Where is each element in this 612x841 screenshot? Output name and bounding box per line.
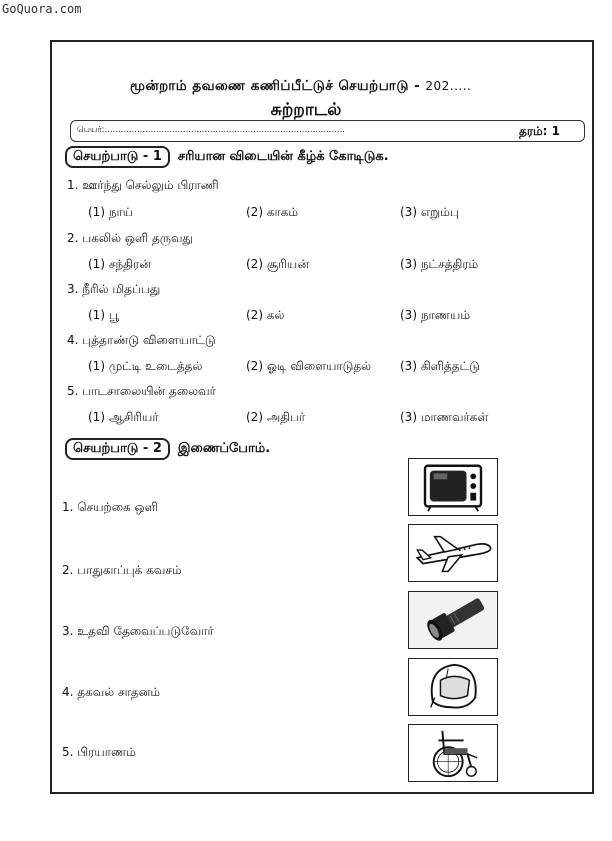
match-item-1[interactable]: 1. செயற்கை ஒளி (62, 500, 158, 514)
q2-option-2[interactable]: (2) சூரியன் (246, 257, 309, 271)
q2-option-1[interactable]: (1) சந்திரன் (88, 257, 151, 271)
q3-option-2[interactable]: (2) கல் (246, 308, 285, 322)
question-1: 1. ஊர்ந்து செல்லும் பிராணி (67, 178, 219, 192)
question-5: 5. பாடசாலையின் தலைவர் (67, 384, 216, 398)
match-item-4[interactable]: 4. தகவல் சாதனம் (62, 685, 161, 699)
section-1-header (65, 146, 389, 168)
watermark: GoQuora.com (2, 2, 82, 16)
q4-option-3[interactable]: (3) கிளித்தட்டு (400, 359, 480, 373)
q5-option-2[interactable]: (2) அதிபர் (246, 410, 306, 424)
television-picture[interactable] (408, 458, 498, 516)
section-2-badge: செயற்பாடு - 2 (65, 438, 170, 460)
helmet-icon (409, 659, 497, 715)
q3-option-3[interactable]: (3) நாணயம் (400, 308, 470, 322)
wheelchair-picture[interactable] (408, 724, 498, 782)
flashlight-icon (409, 592, 497, 648)
q1-option-1[interactable]: (1) நாய் (88, 205, 134, 219)
title-text: மூன்றாம் தவணை கணிப்பீட்டுச் செயற்பாடு - (130, 78, 426, 94)
q4-option-1[interactable]: (1) முட்டி உடைத்தல் (88, 359, 203, 373)
airplane-icon (409, 525, 497, 581)
subject-title: சுற்றாடல் (270, 100, 342, 120)
television-icon (409, 459, 497, 515)
section-2-header (65, 438, 270, 460)
section-1-instruction: சரியான விடையின் கீழ்க் கோடிடுக. (177, 149, 389, 164)
q3-option-1[interactable]: (1) பூ (88, 308, 119, 322)
question-4: 4. புத்தாண்டு விளையாட்டு (67, 333, 216, 347)
page-title (130, 78, 471, 96)
q1-option-2[interactable]: (2) காகம் (246, 205, 299, 219)
helmet-picture[interactable] (408, 658, 498, 716)
grade-label: தரம்: 1 (519, 124, 560, 138)
question-3: 3. நீரில் மிதப்பது (67, 282, 161, 296)
question-2: 2. பகலில் ஒளி தருவது (67, 231, 193, 245)
name-box (70, 120, 585, 142)
match-item-5[interactable]: 5. பிரயாணம் (62, 745, 136, 759)
match-item-2[interactable]: 2. பாதுகாப்புக் கவசம் (62, 563, 182, 577)
q4-option-2[interactable]: (2) ஓடி விளையாடுதல் (246, 359, 372, 373)
year-text: 202..... (425, 79, 472, 93)
q2-option-3[interactable]: (3) நட்சத்திரம் (400, 257, 479, 271)
section-2-instruction: இணைப்போம். (177, 441, 271, 456)
flashlight-picture[interactable] (408, 591, 498, 649)
section-1-badge: செயற்பாடு - 1 (65, 146, 170, 168)
wheelchair-icon (409, 725, 497, 781)
match-item-3[interactable]: 3. உதவி தேவைப்படுவோர் (62, 624, 214, 638)
q5-option-1[interactable]: (1) ஆசிரியர் (88, 410, 159, 424)
name-field[interactable]: பெயர்:......................................................................................... (77, 125, 346, 135)
q1-option-3[interactable]: (3) எறும்பு (400, 205, 459, 219)
q5-option-3[interactable]: (3) மாணவர்கள் (400, 410, 489, 424)
airplane-picture[interactable] (408, 524, 498, 582)
